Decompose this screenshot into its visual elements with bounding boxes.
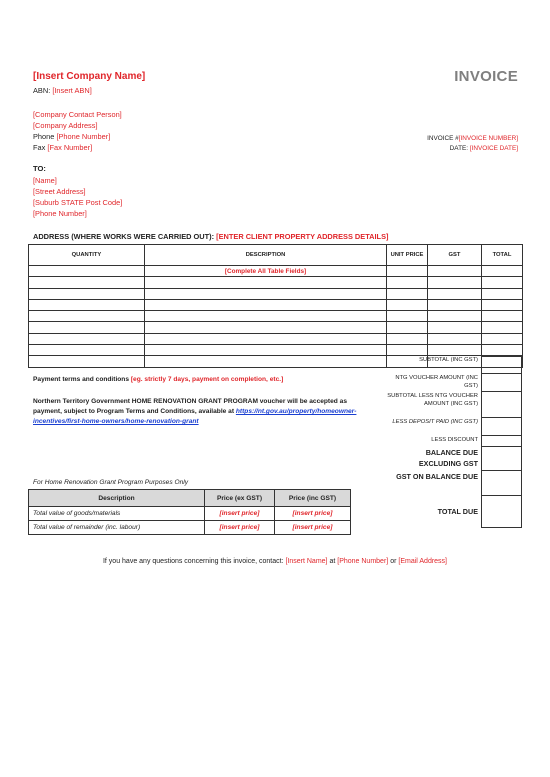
table-row [29, 266, 523, 277]
table-cell[interactable] [29, 277, 145, 288]
table-cell[interactable] [29, 356, 145, 367]
table-cell[interactable] [145, 277, 387, 288]
ntg-paragraph-text: Northern Territory Government HOME RENOVATION GRANT PROGRAM voucher will be accepted as payment, subject to Program Terms and Conditions, available at [33, 398, 347, 415]
grant-header-row [29, 490, 351, 507]
table-row [29, 521, 351, 535]
gst-on-balance-value-box[interactable] [481, 471, 522, 496]
balance-due-ex-label: BALANCE DUE EXCLUDING GST [418, 448, 478, 468]
col-unit-price: UNIT PRICE [387, 245, 428, 266]
table-cell[interactable] [29, 299, 145, 310]
recipient-phone: [Phone Number] [33, 209, 87, 218]
subtotal-value-box[interactable] [481, 356, 522, 374]
table-row [29, 288, 523, 299]
footer-at: at [329, 558, 336, 565]
recipient-name: [Name] [33, 176, 57, 185]
payment-terms [33, 376, 283, 383]
table-row [29, 277, 523, 288]
to-label: TO: [33, 164, 46, 173]
invoice-number-value: [INVOICE NUMBER] [458, 135, 518, 142]
works-address-value: [ENTER CLIENT PROPERTY ADDRESS DETAILS] [216, 232, 389, 241]
table-cell[interactable] [387, 322, 428, 333]
table-row [29, 333, 523, 344]
complete-fields-note: [Complete All Table Fields] [145, 266, 387, 277]
table-row [29, 507, 351, 521]
works-address-label: ADDRESS (WHERE WORKS WERE CARRIED OUT): [33, 232, 215, 241]
table-cell[interactable] [145, 299, 387, 310]
table-row [29, 345, 523, 356]
totals-row-subtotal [386, 356, 522, 374]
invoice-title: INVOICE [454, 68, 518, 85]
balance-due-ex-value-box[interactable] [481, 447, 522, 471]
totals-row-ntg-voucher [386, 374, 522, 392]
table-row [29, 322, 523, 333]
table-cell[interactable] [428, 322, 482, 333]
table-cell[interactable] [482, 311, 523, 322]
table-row [29, 311, 523, 322]
footer-or: or [390, 558, 397, 565]
items-table [28, 244, 523, 368]
table-cell[interactable] [482, 299, 523, 310]
fax-value: [Fax Number] [47, 143, 93, 152]
grant-table-heading: For Home Renovation Grant Program Purposes Only [33, 479, 189, 486]
invoice-number-line [427, 135, 518, 142]
table-cell[interactable] [145, 333, 387, 344]
grant-row-price-ex[interactable]: [insert price] [205, 507, 275, 521]
table-cell[interactable] [428, 277, 482, 288]
fax-line [33, 143, 92, 154]
less-discount-value-box[interactable] [481, 436, 522, 447]
total-due-value-box[interactable] [481, 496, 522, 528]
invoice-number-label: INVOICE # [427, 135, 459, 142]
totals-row-balance-ex [386, 447, 522, 471]
table-cell[interactable] [387, 266, 428, 277]
totals-row-discount [386, 436, 522, 447]
table-cell[interactable] [387, 345, 428, 356]
phone-line [33, 132, 110, 143]
totals-panel [386, 356, 522, 528]
abn-label: ABN: [33, 86, 51, 95]
table-cell[interactable] [482, 288, 523, 299]
footer-contact-line [0, 558, 550, 565]
grant-col-price-inc: Price (inc GST) [275, 490, 351, 507]
footer-phone: [Phone Number] [337, 558, 389, 565]
table-cell[interactable] [428, 311, 482, 322]
col-total: TOTAL [482, 245, 523, 266]
grant-row-price-ex[interactable]: [insert price] [205, 521, 275, 535]
table-cell[interactable] [145, 356, 387, 367]
grant-row-description: Total value of goods/materials [29, 507, 205, 521]
works-address-heading [33, 232, 388, 241]
table-cell[interactable] [387, 311, 428, 322]
table-cell[interactable] [145, 311, 387, 322]
table-cell[interactable] [482, 277, 523, 288]
footer-text: If you have any questions concerning this invoice, contact: [102, 558, 284, 565]
table-cell[interactable] [29, 311, 145, 322]
items-header-row [29, 245, 523, 266]
ntg-terms-link[interactable]: https://nt.gov.au/property/homeowner-incentives/first-home-owners/home-renovation-grant [33, 408, 357, 425]
payment-terms-value: [eg. strictly 7 days, payment on completion, etc.] [130, 376, 284, 383]
fax-label: Fax [33, 143, 46, 152]
ntg-paragraph [33, 397, 363, 427]
grant-table [28, 489, 351, 535]
totals-row-total-due [386, 496, 522, 528]
table-cell[interactable] [482, 333, 523, 344]
invoice-date-value: [INVOICE DATE] [469, 145, 518, 152]
grant-row-price-inc[interactable]: [insert price] [275, 507, 351, 521]
col-quantity: QUANTITY [29, 245, 145, 266]
less-deposit-value-box[interactable] [481, 418, 522, 436]
ntg-voucher-value-box[interactable] [481, 374, 522, 392]
col-gst: GST [428, 245, 482, 266]
phone-value: [Phone Number] [56, 132, 111, 141]
recipient-street: [Street Address] [33, 187, 86, 196]
footer-name: [Insert Name] [285, 558, 328, 565]
grant-col-description: Description [29, 490, 205, 507]
table-cell[interactable] [387, 277, 428, 288]
abn-line [33, 86, 92, 97]
table-cell[interactable] [428, 333, 482, 344]
company-address: [Company Address] [33, 121, 98, 130]
recipient-suburb: [Suburb STATE Post Code] [33, 198, 123, 207]
table-cell[interactable] [29, 266, 145, 277]
table-cell[interactable] [428, 345, 482, 356]
totals-row-gst-balance [386, 471, 522, 496]
company-contact-person: [Company Contact Person] [33, 110, 122, 119]
table-cell[interactable] [387, 288, 428, 299]
table-cell[interactable] [29, 288, 145, 299]
table-cell[interactable] [428, 299, 482, 310]
table-cell[interactable] [428, 266, 482, 277]
totals-row-deposit [386, 418, 522, 436]
grant-col-price-ex: Price (ex GST) [205, 490, 275, 507]
subtotal-less-ntg-label: SUBTOTAL LESS NTG VOUCHER AMOUNT (INC GST) [387, 393, 478, 407]
grant-row-price-inc[interactable]: [insert price] [275, 521, 351, 535]
total-due-label: TOTAL DUE [437, 507, 478, 516]
table-cell[interactable] [387, 299, 428, 310]
table-cell[interactable] [29, 322, 145, 333]
totals-row-subtotal-less-ntg [386, 392, 522, 418]
footer-email: [Email Address] [398, 558, 448, 565]
table-cell[interactable] [482, 322, 523, 333]
ntg-voucher-label: NTG VOUCHER AMOUNT (INC GST) [395, 375, 478, 389]
table-cell[interactable] [29, 345, 145, 356]
invoice-date-line [450, 145, 518, 152]
abn-value: [Insert ABN] [52, 86, 92, 95]
payment-terms-label: Payment terms and conditions [33, 376, 129, 383]
table-cell[interactable] [428, 288, 482, 299]
subtotal-label: SUBTOTAL (INC GST) [419, 357, 478, 363]
table-cell[interactable] [145, 288, 387, 299]
table-cell[interactable] [482, 266, 523, 277]
table-cell[interactable] [145, 345, 387, 356]
less-discount-label: LESS DISCOUNT [431, 437, 478, 443]
less-deposit-label: LESS DEPOSIT PAID (INC GST) [392, 419, 478, 425]
gst-on-balance-label: GST ON BALANCE DUE [396, 472, 478, 481]
phone-label: Phone [33, 132, 55, 141]
table-cell[interactable] [145, 322, 387, 333]
col-description: DESCRIPTION [145, 245, 387, 266]
table-cell[interactable] [387, 333, 428, 344]
company-name: [Insert Company Name] [33, 71, 146, 82]
invoice-date-label: DATE: [449, 145, 469, 152]
table-cell[interactable] [29, 333, 145, 344]
table-row [29, 299, 523, 310]
grant-row-description: Total value of remainder (inc. labour) [29, 521, 205, 535]
subtotal-less-ntg-value-box[interactable] [481, 392, 522, 418]
table-cell[interactable] [482, 345, 523, 356]
